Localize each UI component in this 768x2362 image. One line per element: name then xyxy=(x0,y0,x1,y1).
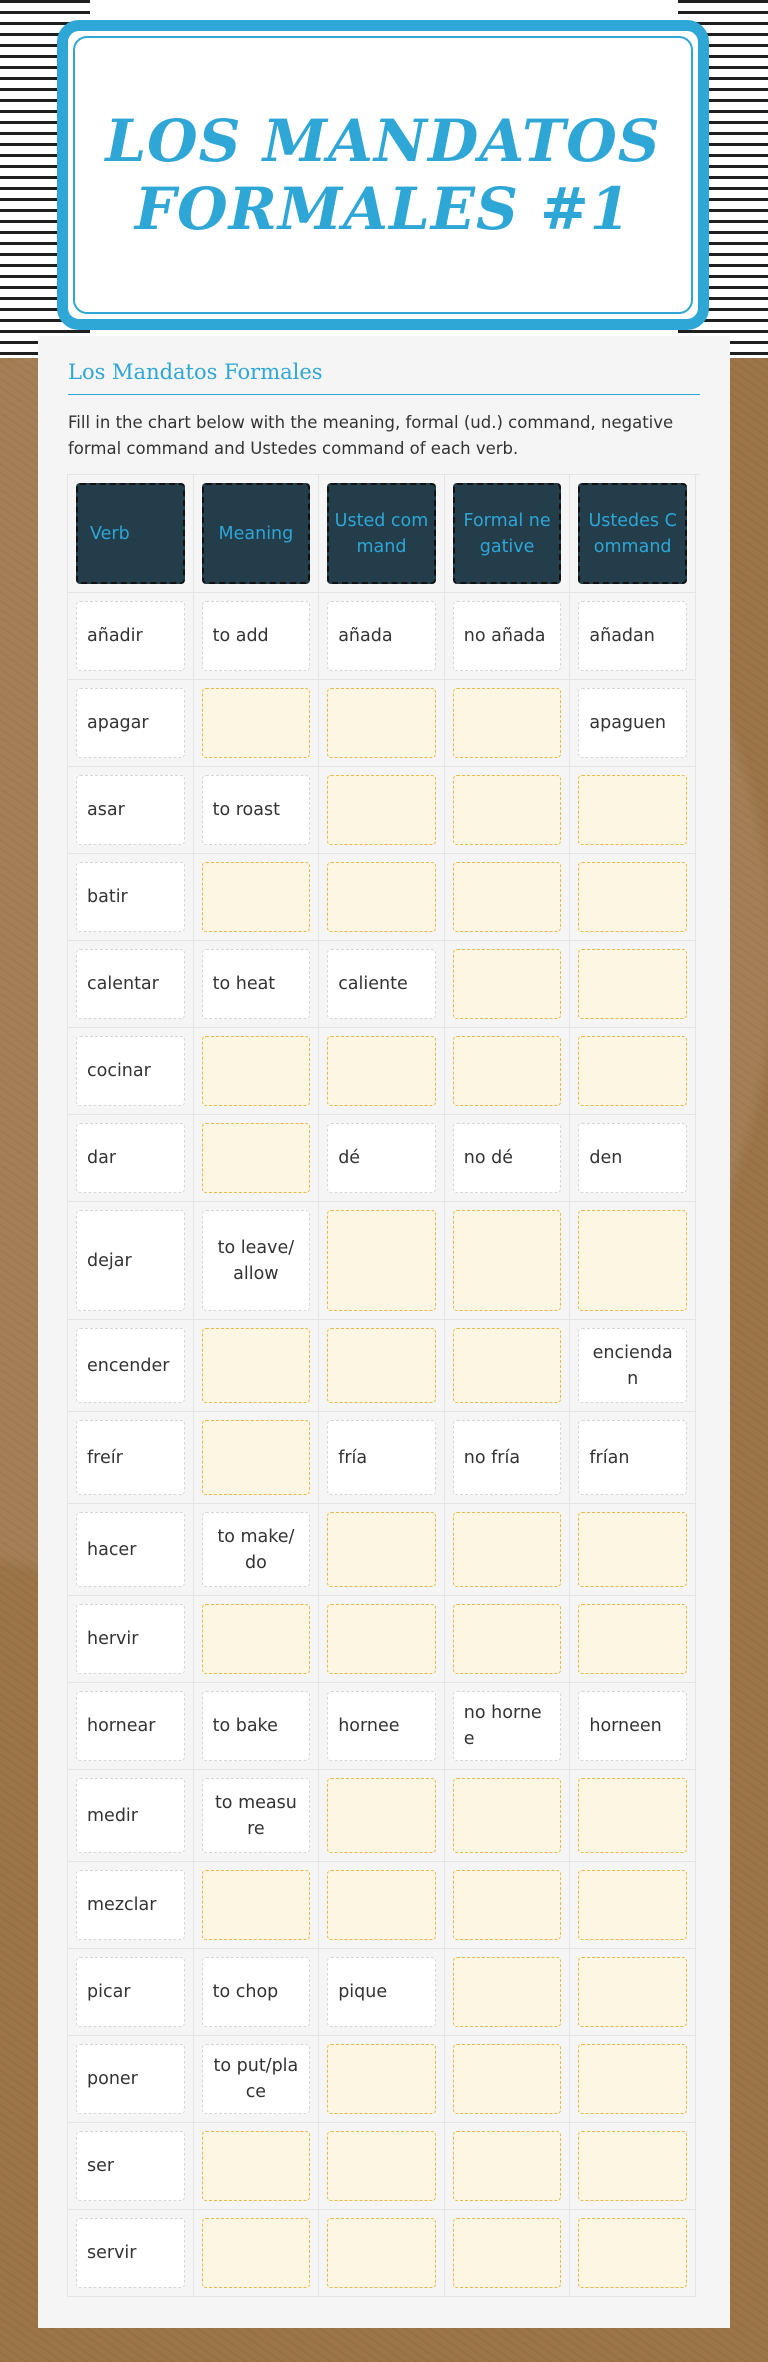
answer-blank[interactable] xyxy=(327,1870,436,1940)
answer-blank[interactable] xyxy=(202,1123,311,1193)
table-cell xyxy=(68,767,194,854)
table-header-cell xyxy=(570,475,696,593)
verb-cell: calentar xyxy=(76,949,185,1019)
answer-cell: to roast xyxy=(202,775,311,845)
table-cell xyxy=(570,1504,696,1596)
answer-blank[interactable] xyxy=(453,2131,562,2201)
table-cell xyxy=(570,2036,696,2123)
verb-cell: poner xyxy=(76,2044,185,2114)
table-cell xyxy=(68,854,194,941)
table-cell xyxy=(68,1115,194,1202)
table-cell xyxy=(570,767,696,854)
answer-cell: frían xyxy=(578,1420,687,1495)
answer-blank[interactable] xyxy=(327,1210,436,1311)
answer-blank[interactable] xyxy=(578,2044,687,2114)
table-cell xyxy=(570,1683,696,1770)
worksheet-subtitle: Los Mandatos Formales xyxy=(68,360,700,395)
answer-blank[interactable] xyxy=(578,2218,687,2288)
verb-cell: batir xyxy=(76,862,185,932)
answer-blank[interactable] xyxy=(453,775,562,845)
table-cell xyxy=(570,1320,696,1412)
answer-blank[interactable] xyxy=(202,862,311,932)
table-cell xyxy=(319,593,445,680)
table-cell xyxy=(194,680,320,767)
answer-cell: enciendan xyxy=(578,1328,687,1403)
table-cell xyxy=(570,1596,696,1683)
table-cell xyxy=(570,680,696,767)
table-cell xyxy=(319,1949,445,2036)
answer-blank[interactable] xyxy=(578,1036,687,1106)
answer-blank[interactable] xyxy=(202,1604,311,1674)
table-cell xyxy=(194,1862,320,1949)
table-cell xyxy=(445,2210,571,2297)
table-cell xyxy=(68,941,194,1028)
answer-cell: to heat xyxy=(202,949,311,1019)
table-cell xyxy=(319,680,445,767)
answer-cell: apaguen xyxy=(578,688,687,758)
table-cell xyxy=(319,854,445,941)
answer-blank[interactable] xyxy=(202,2131,311,2201)
table-header-cell xyxy=(68,475,194,593)
answer-cell: to measure xyxy=(202,1778,311,1853)
table-cell xyxy=(445,1683,571,1770)
table-row xyxy=(68,941,700,1028)
answer-blank[interactable] xyxy=(578,2131,687,2201)
table-cell xyxy=(194,2036,320,2123)
verb-cell: hacer xyxy=(76,1512,185,1587)
verb-cell: mezclar xyxy=(76,1870,185,1940)
answer-blank[interactable] xyxy=(578,1512,687,1587)
answer-blank[interactable] xyxy=(578,775,687,845)
verb-cell: hervir xyxy=(76,1604,185,1674)
verb-cell: dejar xyxy=(76,1210,185,1311)
answer-cell: hornee xyxy=(327,1691,436,1761)
table-cell xyxy=(319,1320,445,1412)
answer-cell: no hornee xyxy=(453,1691,562,1761)
table-cell xyxy=(445,1202,571,1320)
table-cell xyxy=(319,767,445,854)
answer-blank[interactable] xyxy=(327,775,436,845)
answer-cell: to chop xyxy=(202,1957,311,2027)
answer-cell: añada xyxy=(327,601,436,671)
table-cell xyxy=(570,854,696,941)
verb-cell: servir xyxy=(76,2218,185,2288)
table-cell xyxy=(570,1202,696,1320)
answer-blank[interactable] xyxy=(202,1328,311,1403)
table-row xyxy=(68,767,700,854)
table-cell xyxy=(445,1862,571,1949)
answer-blank[interactable] xyxy=(202,688,311,758)
answer-cell: dé xyxy=(327,1123,436,1193)
answer-blank[interactable] xyxy=(453,688,562,758)
table-cell xyxy=(68,1028,194,1115)
table-cell xyxy=(68,2123,194,2210)
table-cell xyxy=(570,1412,696,1504)
table-cell xyxy=(570,941,696,1028)
table-row xyxy=(68,854,700,941)
table-row xyxy=(68,593,700,680)
table-cell xyxy=(445,1115,571,1202)
table-cell xyxy=(445,1028,571,1115)
table-cell xyxy=(445,680,571,767)
verb-cell: freír xyxy=(76,1420,185,1495)
answer-blank[interactable] xyxy=(327,1036,436,1106)
table-cell xyxy=(194,1115,320,1202)
answer-blank[interactable] xyxy=(202,1420,311,1495)
title-card xyxy=(57,20,709,330)
table-cell xyxy=(319,2210,445,2297)
table-cell xyxy=(319,1862,445,1949)
answer-cell: no fría xyxy=(453,1420,562,1495)
table-row xyxy=(68,2210,700,2297)
answer-cell: horneen xyxy=(578,1691,687,1761)
answer-blank[interactable] xyxy=(453,2218,562,2288)
table-cell xyxy=(570,1862,696,1949)
answer-cell: to put/place xyxy=(202,2044,311,2114)
table-cell xyxy=(319,2036,445,2123)
table-cell xyxy=(445,1949,571,2036)
answer-cell: no dé xyxy=(453,1123,562,1193)
worksheet-panel xyxy=(38,336,730,2328)
table-cell xyxy=(194,1202,320,1320)
table-cell xyxy=(194,1770,320,1862)
answer-blank[interactable] xyxy=(453,1778,562,1853)
table-cell xyxy=(319,941,445,1028)
table-header-cell xyxy=(319,475,445,593)
table-cell xyxy=(445,1320,571,1412)
table-cell xyxy=(445,593,571,680)
table-cell xyxy=(445,854,571,941)
table-cell xyxy=(194,1320,320,1412)
answer-blank[interactable] xyxy=(578,1957,687,2027)
table-cell xyxy=(570,593,696,680)
table-row xyxy=(68,1683,700,1770)
table-cell xyxy=(570,1770,696,1862)
table-row xyxy=(68,1202,700,1320)
answer-blank[interactable] xyxy=(453,1512,562,1587)
table-cell xyxy=(319,1596,445,1683)
table-cell xyxy=(68,2210,194,2297)
answer-cell: to make/do xyxy=(202,1512,311,1587)
answer-blank[interactable] xyxy=(327,862,436,932)
answer-blank[interactable] xyxy=(327,688,436,758)
table-row xyxy=(68,1949,700,2036)
table-cell xyxy=(194,854,320,941)
table-cell xyxy=(68,1504,194,1596)
table-cell xyxy=(68,1949,194,2036)
table-row xyxy=(68,680,700,767)
table-cell xyxy=(445,1412,571,1504)
answer-cell: fría xyxy=(327,1420,436,1495)
table-row xyxy=(68,1596,700,1683)
answer-blank[interactable] xyxy=(453,862,562,932)
answer-cell: caliente xyxy=(327,949,436,1019)
answer-blank[interactable] xyxy=(453,2044,562,2114)
verb-cell: hornear xyxy=(76,1691,185,1761)
table-header-cell xyxy=(194,475,320,593)
answer-blank[interactable] xyxy=(453,1604,562,1674)
answer-blank[interactable] xyxy=(327,1778,436,1853)
answer-blank[interactable] xyxy=(578,949,687,1019)
table-row xyxy=(68,1320,700,1412)
verb-cell: medir xyxy=(76,1778,185,1853)
column-header-ustedes-command: Ustedes Command xyxy=(578,483,687,584)
table-cell xyxy=(319,1028,445,1115)
table-row xyxy=(68,1504,700,1596)
table-cell xyxy=(68,1683,194,1770)
verb-cell: asar xyxy=(76,775,185,845)
table-cell xyxy=(319,1202,445,1320)
table-cell xyxy=(570,2210,696,2297)
table-cell xyxy=(68,1202,194,1320)
answer-blank[interactable] xyxy=(327,1328,436,1403)
table-row xyxy=(68,1862,700,1949)
table-header-cell xyxy=(445,475,571,593)
table-cell xyxy=(445,2123,571,2210)
answer-blank[interactable] xyxy=(327,1512,436,1587)
table-cell xyxy=(68,1412,194,1504)
answer-blank[interactable] xyxy=(453,1036,562,1106)
table-cell xyxy=(445,1596,571,1683)
table-cell xyxy=(445,1504,571,1596)
commands-table xyxy=(67,474,700,2297)
table-cell xyxy=(194,941,320,1028)
answer-blank[interactable] xyxy=(453,1328,562,1403)
verb-cell: añadir xyxy=(76,601,185,671)
answer-blank[interactable] xyxy=(578,1778,687,1853)
table-cell xyxy=(445,1770,571,1862)
table-cell xyxy=(68,1770,194,1862)
answer-cell: pique xyxy=(327,1957,436,2027)
answer-blank[interactable] xyxy=(327,1604,436,1674)
verb-cell: dar xyxy=(76,1123,185,1193)
table-cell xyxy=(319,1504,445,1596)
answer-blank[interactable] xyxy=(453,1870,562,1940)
answer-cell: no añada xyxy=(453,601,562,671)
table-cell xyxy=(319,1770,445,1862)
column-header-meaning: Meaning xyxy=(202,483,311,584)
table-cell xyxy=(445,2036,571,2123)
table-cell xyxy=(319,1683,445,1770)
instructions-text: Fill in the chart below with the meaning, formal (ud.) command, negative formal command and Ustedes command of each verb. xyxy=(68,413,674,458)
table-cell xyxy=(445,941,571,1028)
answer-blank[interactable] xyxy=(202,2218,311,2288)
table-row xyxy=(68,2036,700,2123)
answer-cell: to bake xyxy=(202,1691,311,1761)
answer-blank[interactable] xyxy=(578,1604,687,1674)
table-cell xyxy=(319,1412,445,1504)
column-header-usted-command: Usted command xyxy=(327,483,436,584)
table-cell xyxy=(194,2210,320,2297)
answer-blank[interactable] xyxy=(578,1210,687,1311)
table-cell xyxy=(194,1683,320,1770)
table-cell xyxy=(68,680,194,767)
table-row xyxy=(68,1412,700,1504)
table-cell xyxy=(194,767,320,854)
verb-cell: apagar xyxy=(76,688,185,758)
column-header-verb: Verb xyxy=(76,483,185,584)
column-header-formal-negative: Formal negative xyxy=(453,483,562,584)
table-cell xyxy=(68,2036,194,2123)
table-cell xyxy=(194,1504,320,1596)
answer-cell: añadan xyxy=(578,601,687,671)
answer-blank[interactable] xyxy=(327,2131,436,2201)
answer-cell: to add xyxy=(202,601,311,671)
table-cell xyxy=(194,1949,320,2036)
verb-cell: encender xyxy=(76,1328,185,1403)
table-row xyxy=(68,1115,700,1202)
answer-blank[interactable] xyxy=(327,2044,436,2114)
table-cell xyxy=(194,593,320,680)
answer-blank[interactable] xyxy=(453,1957,562,2027)
answer-blank[interactable] xyxy=(202,1870,311,1940)
table-cell xyxy=(68,1862,194,1949)
table-header-row xyxy=(68,475,700,593)
table-cell xyxy=(68,1596,194,1683)
table-cell xyxy=(194,1596,320,1683)
table-cell xyxy=(570,1115,696,1202)
verb-cell: picar xyxy=(76,1957,185,2027)
table-row xyxy=(68,2123,700,2210)
table-cell xyxy=(194,1412,320,1504)
answer-blank[interactable] xyxy=(578,1870,687,1940)
table-cell xyxy=(570,1028,696,1115)
verb-cell: ser xyxy=(76,2131,185,2201)
answer-cell: den xyxy=(578,1123,687,1193)
answer-blank[interactable] xyxy=(578,862,687,932)
answer-blank[interactable] xyxy=(453,1210,562,1311)
answer-cell: to leave/allow xyxy=(202,1210,311,1311)
table-cell xyxy=(194,2123,320,2210)
table-cell xyxy=(570,2123,696,2210)
table-cell xyxy=(445,767,571,854)
page-title: LOS MANDATOS FORMALES #1 xyxy=(105,107,661,243)
table-row xyxy=(68,1028,700,1115)
table-cell xyxy=(570,1949,696,2036)
table-cell xyxy=(68,593,194,680)
table-cell xyxy=(68,1320,194,1412)
table-cell xyxy=(319,1115,445,1202)
table-row xyxy=(68,1770,700,1862)
verb-cell: cocinar xyxy=(76,1036,185,1106)
answer-blank[interactable] xyxy=(453,949,562,1019)
table-cell xyxy=(194,1028,320,1115)
answer-blank[interactable] xyxy=(327,2218,436,2288)
answer-blank[interactable] xyxy=(202,1036,311,1106)
table-cell xyxy=(319,2123,445,2210)
